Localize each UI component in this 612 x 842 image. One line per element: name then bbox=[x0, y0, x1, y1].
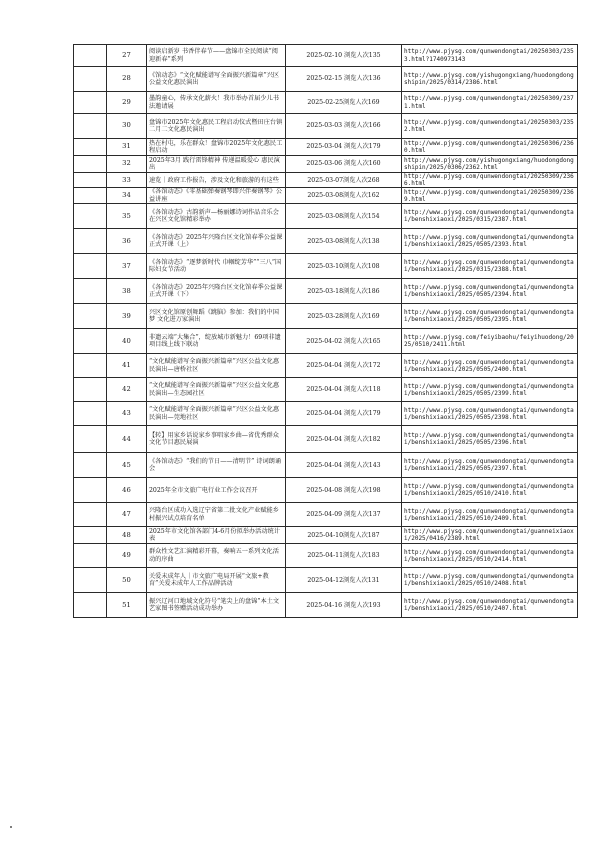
table-row bbox=[74, 92, 578, 114]
date-views: 2025-04-04 浏览人次143 bbox=[286, 453, 402, 478]
url-link[interactable]: http://www.pjysg.com/qunwendongtai/qunwendongtai/benshixiaoxi/2025/0510/2409.html bbox=[402, 503, 578, 527]
blank-cell bbox=[74, 114, 107, 139]
table-row bbox=[74, 114, 578, 139]
url-link[interactable]: http://www.pjysg.com/qunwendongtai/guanneixiaoxi/2025/0416/2389.html bbox=[402, 527, 578, 544]
activity-title: 兴隆台区成功入选辽宁省第二批文化产业赋能乡村振兴试点培育名单 bbox=[147, 503, 286, 527]
activity-title: 2025年全市文旅广电行业工作会议召开 bbox=[147, 478, 286, 503]
row-number: 27 bbox=[107, 45, 147, 67]
date-views: 2025-03-06 浏览人次160 bbox=[286, 156, 402, 173]
row-number: 50 bbox=[107, 568, 147, 593]
activity-title: “文化赋能谱写全面振兴新篇章”兴区公益文化惠民演出—生态园社区 bbox=[147, 378, 286, 402]
blank-cell bbox=[74, 453, 107, 478]
url-link[interactable]: http://www.pjysg.com/qunwendongtai/qunwendongtai/benshixiaoxi/2025/0505/2398.html bbox=[402, 402, 578, 426]
date-views: 2025-03-18浏览人次186 bbox=[286, 279, 402, 304]
table-body bbox=[74, 45, 578, 618]
row-number: 36 bbox=[107, 229, 147, 254]
date-views: 2025-04-11浏览人次183 bbox=[286, 544, 402, 568]
date-views: 2025-02-15 浏览人次136 bbox=[286, 67, 402, 92]
row-number: 42 bbox=[107, 378, 147, 402]
activity-title: 【转】用家乡话说家乡事唱家乡曲—省优秀群众文化节目惠民展演 bbox=[147, 426, 286, 453]
date-views: 2025-03-10浏览人次108 bbox=[286, 254, 402, 279]
date-views: 2025-02-10 浏览人次135 bbox=[286, 45, 402, 67]
table-row bbox=[74, 402, 578, 426]
date-views: 2025-03-07浏览人次268 bbox=[286, 173, 402, 188]
row-number: 45 bbox=[107, 453, 147, 478]
activity-table bbox=[73, 44, 578, 618]
url-link[interactable]: http://www.pjysg.com/feiyibaohu/feiyihuodong/2025/0510/2411.html bbox=[402, 329, 578, 354]
table-row bbox=[74, 67, 578, 92]
blank-cell bbox=[74, 173, 107, 188]
activity-title: 《馆动态》“文化赋能谱写全面振兴新篇章”兴区公益文化惠民演出 bbox=[147, 67, 286, 92]
table-row bbox=[74, 45, 578, 67]
row-number: 44 bbox=[107, 426, 147, 453]
row-number: 30 bbox=[107, 114, 147, 139]
blank-cell bbox=[74, 329, 107, 354]
date-views: 2025-04-04 浏览人次179 bbox=[286, 402, 402, 426]
date-views: 2025-04-09 浏览人次137 bbox=[286, 503, 402, 527]
date-views: 2025-04-04 浏览人次182 bbox=[286, 426, 402, 453]
row-number: 47 bbox=[107, 503, 147, 527]
blank-cell bbox=[74, 304, 107, 329]
url-link[interactable]: http://www.pjysg.com/qunwendongtai/20250303/2352.html bbox=[402, 114, 578, 139]
date-views: 2025-03-08浏览人次138 bbox=[286, 229, 402, 254]
table-row bbox=[74, 426, 578, 453]
activity-title: 《各馆动态》古韵新声—杨丽娜诗词作品音乐会在兴区文化馆精彩举办 bbox=[147, 204, 286, 229]
date-views: 2025-04-02 浏览人次165 bbox=[286, 329, 402, 354]
table-row bbox=[74, 453, 578, 478]
activity-title: 《各馆动态》《零基础弹奏钢琴即兴伴奏钢琴》公益讲座 bbox=[147, 188, 286, 204]
table-row bbox=[74, 173, 578, 188]
row-number: 37 bbox=[107, 254, 147, 279]
table-row bbox=[74, 378, 578, 402]
table-row bbox=[74, 139, 578, 156]
url-link[interactable]: http://www.pjysg.com/yishugongxiang/huodongdongshipin/2025/0306/2362.html bbox=[402, 156, 578, 173]
blank-cell bbox=[74, 544, 107, 568]
activity-title: 速览｜政府工作报告，涉及文化和旅游的有这些 bbox=[147, 173, 286, 188]
table-row bbox=[74, 204, 578, 229]
activity-title: 关爱未成年人｜市文旅广电局开展“文旅+教育”关爱未成年人工作品牌活动 bbox=[147, 568, 286, 593]
table-row bbox=[74, 503, 578, 527]
url-link[interactable]: http://www.pjysg.com/qunwendongtai/qunwendongtai/benshixiaoxi/2025/0505/2396.html bbox=[402, 426, 578, 453]
url-link[interactable]: http://www.pjysg.com/qunwendongtai/qunwendongtai/benshixiaoxi/2025/0510/2407.html bbox=[402, 593, 578, 618]
blank-cell bbox=[74, 426, 107, 453]
blank-cell bbox=[74, 254, 107, 279]
url-link[interactable]: http://www.pjysg.com/qunwendongtai/qunwendongtai/benshixiaoxi/2025/0315/2387.html bbox=[402, 204, 578, 229]
url-link[interactable]: http://www.pjysg.com/qunwendongtai/qunwendongtai/benshixiaoxi/2025/0505/2393.html bbox=[402, 229, 578, 254]
blank-cell bbox=[74, 378, 107, 402]
row-number: 40 bbox=[107, 329, 147, 354]
blank-cell bbox=[74, 478, 107, 503]
date-views: 2025-04-04 浏览人次172 bbox=[286, 354, 402, 378]
url-link[interactable]: http://www.pjysg.com/qunwendongtai/qunwendongtai/benshixiaoxi/2025/0510/2408.html bbox=[402, 568, 578, 593]
row-number: 39 bbox=[107, 304, 147, 329]
url-link[interactable]: http://www.pjysg.com/qunwendongtai/qunwendongtai/benshixiaoxi/2025/0315/2388.html bbox=[402, 254, 578, 279]
url-link[interactable]: http://www.pjysg.com/qunwendongtai/qunwendongtai/benshixiaoxi/2025/0505/2397.html bbox=[402, 453, 578, 478]
activity-title: 非遗云端“大集合”，绽放城市新魅力！69项非遗项目线上线下联动 bbox=[147, 329, 286, 354]
activity-title: 阅读启新岁 书香伴春节——盘锦市全民阅读“阅迎新春”系列 bbox=[147, 45, 286, 67]
date-views: 2025-02-25浏览人次169 bbox=[286, 92, 402, 114]
row-number: 34 bbox=[107, 188, 147, 204]
table-row bbox=[74, 188, 578, 204]
url-link[interactable]: http://www.pjysg.com/qunwendongtai/qunwendongtai/benshixiaoxi/2025/0505/2395.html bbox=[402, 304, 578, 329]
table-row bbox=[74, 329, 578, 354]
activity-title: 《各馆动态》2025年兴隆台区文化馆春季公益课正式开课（上） bbox=[147, 229, 286, 254]
blank-cell bbox=[74, 156, 107, 173]
date-views: 2025-04-04 浏览人次118 bbox=[286, 378, 402, 402]
url-link[interactable]: http://www.pjysg.com/qunwendongtai/qunwendongtai/benshixiaoxi/2025/0505/2400.html bbox=[402, 354, 578, 378]
row-number: 46 bbox=[107, 478, 147, 503]
table-row bbox=[74, 354, 578, 378]
url-link[interactable]: http://www.pjysg.com/qunwendongtai/20250303/2353.html?1740973143 bbox=[402, 45, 578, 67]
row-number: 43 bbox=[107, 402, 147, 426]
date-views: 2025-03-28浏览人次169 bbox=[286, 304, 402, 329]
row-number: 49 bbox=[107, 544, 147, 568]
url-link[interactable]: http://www.pjysg.com/qunwendongtai/20250309/2371.html bbox=[402, 92, 578, 114]
activity-title: 盘锦市2025年文化惠民工程启动仪式暨田庄台镇二月二文化惠民演出 bbox=[147, 114, 286, 139]
row-number: 31 bbox=[107, 139, 147, 156]
blank-cell bbox=[74, 593, 107, 618]
row-number: 32 bbox=[107, 156, 147, 173]
activity-title: 热在村屯，乐在群众！盘锦市2025年文化惠民工程启动 bbox=[147, 139, 286, 156]
table-row bbox=[74, 478, 578, 503]
activity-title: 墨韵童心，传承文化薪火！我市举办首届少儿书法邀请展 bbox=[147, 92, 286, 114]
row-number: 29 bbox=[107, 92, 147, 114]
date-views: 2025-04-12浏览人次131 bbox=[286, 568, 402, 593]
blank-cell bbox=[74, 568, 107, 593]
activity-title: 2025年3月 践行雷锋精神 传递温暖爱心 惠民演出 bbox=[147, 156, 286, 173]
activity-title: “文化赋能谱写全面振兴新篇章”兴区公益文化惠民演出—唐桥社区 bbox=[147, 354, 286, 378]
document-page bbox=[73, 44, 574, 618]
activity-title: 2025年市文化馆各部门4-6月份拟举办活动统计表 bbox=[147, 527, 286, 544]
blank-cell bbox=[74, 354, 107, 378]
table-row bbox=[74, 593, 578, 618]
blank-cell bbox=[74, 229, 107, 254]
date-views: 2025-03-08浏览人次162 bbox=[286, 188, 402, 204]
date-views: 2025-04-16 浏览人次193 bbox=[286, 593, 402, 618]
url-link[interactable]: http://www.pjysg.com/qunwendongtai/qunwendongtai/benshixiaoxi/2025/0505/2394.html bbox=[402, 279, 578, 304]
table-row bbox=[74, 544, 578, 568]
url-link[interactable]: http://www.pjysg.com/qunwendongtai/20250309/2369.html bbox=[402, 188, 578, 204]
activity-title: 振兴辽河口地域文化符号“笔尖上的盘锦”本土文艺家图书签赠活动成功举办 bbox=[147, 593, 286, 618]
blank-cell bbox=[74, 279, 107, 304]
blank-cell bbox=[74, 188, 107, 204]
blank-cell bbox=[74, 139, 107, 156]
date-views: 2025-03-03 浏览人次166 bbox=[286, 114, 402, 139]
row-number: 51 bbox=[107, 593, 147, 618]
table-row bbox=[74, 229, 578, 254]
row-number: 38 bbox=[107, 279, 147, 304]
url-link[interactable]: http://www.pjysg.com/qunwendongtai/20250309/2366.html bbox=[402, 173, 578, 188]
table-row bbox=[74, 156, 578, 173]
date-views: 2025-04-08 浏览人次198 bbox=[286, 478, 402, 503]
blank-cell bbox=[74, 67, 107, 92]
date-views: 2025-04-10浏览人次187 bbox=[286, 527, 402, 544]
row-number: 35 bbox=[107, 204, 147, 229]
url-link[interactable]: http://www.pjysg.com/qunwendongtai/qunwendongtai/benshixiaoxi/2025/0510/2410.html bbox=[402, 478, 578, 503]
table-row bbox=[74, 279, 578, 304]
date-views: 2025-03-04 浏览人次179 bbox=[286, 139, 402, 156]
blank-cell bbox=[74, 45, 107, 67]
url-link[interactable]: http://www.pjysg.com/qunwendongtai/qunwendongtai/benshixiaoxi/2025/0510/2414.html bbox=[402, 544, 578, 568]
blank-cell bbox=[74, 527, 107, 544]
row-number: 33 bbox=[107, 173, 147, 188]
url-link[interactable]: http://www.pjysg.com/qunwendongtai/20250306/2360.html bbox=[402, 139, 578, 156]
row-number: 41 bbox=[107, 354, 147, 378]
url-link[interactable]: http://www.pjysg.com/yishugongxiang/huodongdongshipin/2025/0314/2386.html bbox=[402, 67, 578, 92]
activity-title: 《各馆动态》“我们的节日——清明节” 诗词朗诵会 bbox=[147, 453, 286, 478]
table-row bbox=[74, 254, 578, 279]
blank-cell bbox=[74, 92, 107, 114]
blank-cell bbox=[74, 402, 107, 426]
activity-title: 兴区文化馆原创舞蹈《跳脑》参加：我们的中国梦 文化进万家演出 bbox=[147, 304, 286, 329]
activity-title: “文化赋能谱写全面振兴新篇章”兴区公益文化惠民演出—莞地社区 bbox=[147, 402, 286, 426]
table-row bbox=[74, 304, 578, 329]
activity-title: 群众性文艺汇演精彩开幕，奏响五一系列文化活动的序曲 bbox=[147, 544, 286, 568]
page-mark bbox=[10, 826, 12, 828]
row-number: 48 bbox=[107, 527, 147, 544]
table-row bbox=[74, 568, 578, 593]
row-number: 28 bbox=[107, 67, 147, 92]
blank-cell bbox=[74, 204, 107, 229]
blank-cell bbox=[74, 503, 107, 527]
url-link[interactable]: http://www.pjysg.com/qunwendongtai/qunwendongtai/benshixiaoxi/2025/0505/2399.html bbox=[402, 378, 578, 402]
table-row bbox=[74, 527, 578, 544]
activity-title: 《各馆动态》2025年兴隆台区文化馆春季公益课正式开课（下） bbox=[147, 279, 286, 304]
activity-title: 《各馆动态》“逐梦新时代 巾帼绽芳华”“三八”国际妇女节活动 bbox=[147, 254, 286, 279]
date-views: 2025-03-08浏览人次154 bbox=[286, 204, 402, 229]
